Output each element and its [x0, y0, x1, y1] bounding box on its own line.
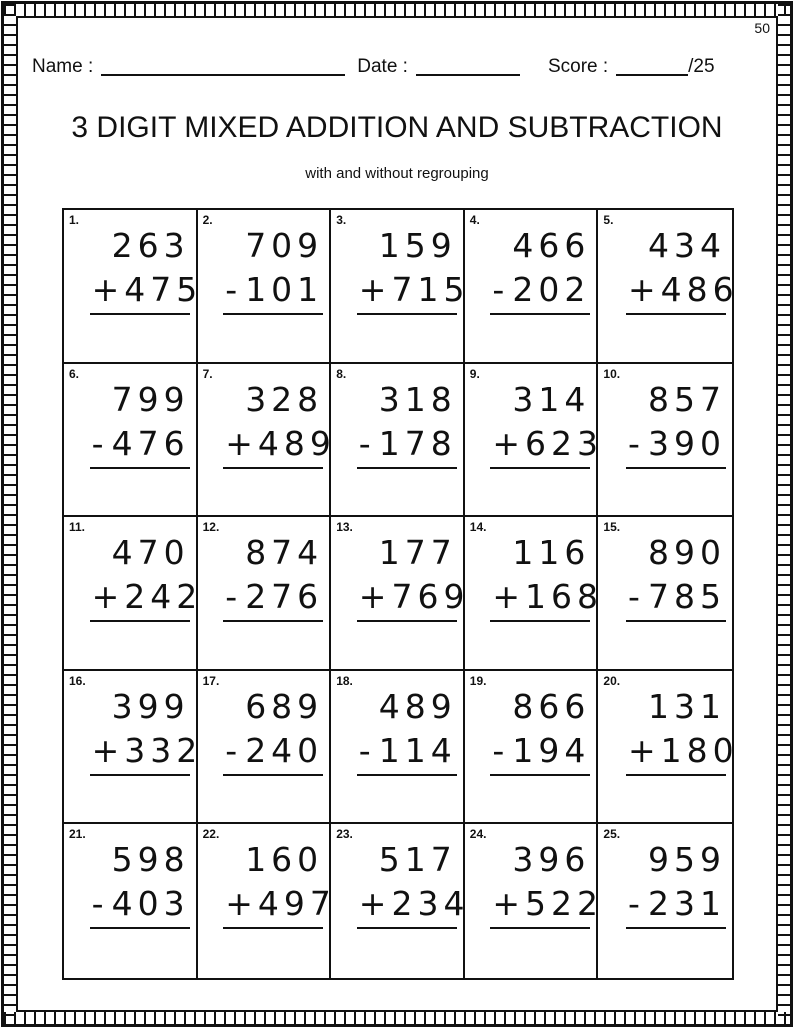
- problem-number: 5.: [603, 213, 614, 227]
- problem-cell[interactable]: [64, 364, 198, 518]
- problem-number: 1.: [69, 213, 80, 227]
- bottom-operand: 715: [391, 270, 470, 309]
- problem-cell[interactable]: [598, 824, 732, 978]
- bottom-row: [357, 884, 470, 929]
- operator-sign: +: [91, 270, 125, 309]
- operator-sign: -: [628, 884, 645, 924]
- problem-number: 3.: [336, 213, 347, 227]
- operator-sign: +: [225, 423, 258, 463]
- bottom-operand: 785: [648, 577, 726, 617]
- top-operand: 466: [512, 226, 591, 265]
- problem-number: 12.: [202, 520, 220, 535]
- problem-number: 25.: [603, 827, 621, 842]
- bottom-operand: 475: [124, 270, 203, 309]
- date-field[interactable]: [416, 54, 520, 76]
- bottom-operand: 242: [124, 577, 203, 617]
- operator-sign: -: [225, 270, 243, 309]
- border-strip-left: [4, 4, 16, 1024]
- operator-sign: +: [358, 884, 392, 924]
- bottom-row: [490, 577, 604, 622]
- operator-sign: +: [492, 577, 526, 617]
- problem-number: 23.: [336, 827, 353, 842]
- bottom-operand: 180: [660, 730, 739, 770]
- operator-sign: -: [492, 730, 510, 770]
- top-operand: 890: [648, 533, 726, 573]
- problem-grid: [62, 208, 739, 980]
- problem-number: 8.: [336, 366, 347, 381]
- problem-number: 18.: [336, 673, 353, 688]
- problem-cell[interactable]: [64, 210, 203, 364]
- operator-sign: -: [628, 577, 645, 617]
- bottom-operand: 276: [245, 577, 324, 617]
- border-strip-right: [778, 4, 790, 1024]
- problem-number: 11.: [69, 520, 86, 535]
- bottom-row: [490, 884, 604, 929]
- operator-sign: -: [91, 884, 109, 924]
- bottom-row: [626, 270, 739, 315]
- bottom-operand: 390: [648, 423, 726, 463]
- score-field[interactable]: [616, 54, 688, 76]
- operator-sign: -: [358, 423, 376, 463]
- bottom-row: [223, 270, 323, 315]
- top-operand: 396: [512, 840, 591, 880]
- problem-number: 10.: [603, 366, 621, 381]
- bottom-row: [357, 577, 470, 622]
- problem-number: 16.: [69, 673, 86, 688]
- problem-number: 15.: [603, 520, 621, 535]
- operator-sign: -: [225, 730, 243, 770]
- bottom-row: [90, 577, 203, 622]
- problem-number: 14.: [469, 520, 487, 535]
- problem-number: 7.: [202, 366, 213, 381]
- score-label: Score :: [547, 56, 609, 77]
- bottom-row: [626, 730, 739, 776]
- bottom-row: [626, 424, 726, 469]
- top-operand: 709: [245, 226, 324, 265]
- bottom-operand: 194: [512, 730, 591, 770]
- page-number: 50: [754, 20, 770, 36]
- border-strip-top: [4, 4, 790, 16]
- operator-sign: +: [492, 884, 526, 924]
- bottom-operand: 202: [512, 270, 591, 309]
- problem-cell[interactable]: [198, 824, 336, 978]
- problem-cell[interactable]: [598, 517, 732, 671]
- operator-sign: +: [492, 423, 526, 463]
- problem-number: 21.: [69, 827, 86, 842]
- problem-cell[interactable]: [198, 671, 332, 825]
- bottom-operand: 240: [245, 730, 324, 770]
- operator-sign: -: [358, 730, 376, 770]
- bottom-operand: 178: [378, 423, 457, 463]
- problem-number: 17.: [202, 673, 220, 688]
- bottom-row: [90, 424, 190, 469]
- bottom-operand: 522: [525, 884, 604, 924]
- problem-cell[interactable]: [465, 210, 599, 364]
- bottom-row: [490, 423, 604, 469]
- bottom-operand: 101: [245, 270, 324, 309]
- operator-sign: +: [628, 270, 661, 309]
- problem-cell[interactable]: [598, 364, 732, 518]
- operator-sign: +: [91, 577, 125, 617]
- top-operand: 159: [378, 226, 457, 265]
- top-operand: 517: [378, 840, 457, 880]
- problem-number: 20.: [603, 673, 621, 688]
- top-operand: 263: [111, 226, 190, 265]
- problem-number: 22.: [202, 827, 220, 842]
- bottom-row: [90, 730, 203, 776]
- problem-cell[interactable]: [331, 517, 470, 671]
- problem-number: 4.: [469, 213, 480, 227]
- bottom-row: [90, 270, 203, 315]
- top-operand: 598: [111, 840, 190, 880]
- bottom-row: [90, 884, 190, 929]
- problem-cell[interactable]: [331, 671, 465, 825]
- problem-number: 13.: [336, 520, 353, 535]
- problem-cell[interactable]: [465, 824, 604, 978]
- top-operand: 857: [648, 379, 726, 419]
- bottom-row: [357, 424, 457, 469]
- problem-number: 24.: [469, 827, 487, 842]
- bottom-row: [223, 731, 323, 776]
- bottom-row: [490, 270, 590, 315]
- top-operand: 314: [512, 379, 591, 419]
- operator-sign: -: [91, 423, 109, 463]
- bottom-row: [357, 270, 470, 315]
- border-strip-bottom: [4, 1012, 790, 1024]
- bottom-operand: 231: [648, 884, 726, 924]
- top-operand: 866: [512, 686, 591, 726]
- problem-cell[interactable]: [64, 824, 198, 978]
- bottom-row: [223, 577, 323, 622]
- top-operand: 689: [245, 686, 324, 726]
- worksheet-subtitle: with and without regrouping: [305, 165, 489, 182]
- top-operand: 434: [648, 226, 726, 265]
- problem-cell[interactable]: [64, 517, 203, 671]
- top-operand: 318: [378, 379, 457, 419]
- date-label: Date :: [357, 56, 408, 77]
- operator-sign: -: [225, 577, 243, 617]
- worksheet-title: 3 DIGIT MIXED ADDITION AND SUBTRACTION: [71, 111, 723, 144]
- operator-sign: -: [492, 270, 510, 309]
- problem-cell[interactable]: [465, 364, 604, 518]
- problem-number: 19.: [469, 673, 487, 688]
- operator-sign: -: [628, 423, 645, 463]
- top-operand: 959: [648, 840, 726, 880]
- problem-number: 2.: [202, 213, 213, 227]
- bottom-operand: 476: [111, 423, 190, 463]
- bottom-row: [626, 577, 726, 622]
- operator-sign: +: [358, 577, 392, 617]
- problem-cell[interactable]: [465, 517, 604, 671]
- top-operand: 799: [111, 379, 190, 419]
- bottom-row: [223, 884, 336, 929]
- top-operand: 177: [378, 533, 457, 573]
- operator-sign: +: [628, 730, 661, 770]
- bottom-operand: 497: [257, 884, 336, 924]
- bottom-row: [223, 423, 336, 469]
- name-field[interactable]: [101, 54, 345, 76]
- problem-cell[interactable]: [64, 671, 203, 825]
- bottom-row: [357, 731, 457, 776]
- top-operand: 116: [512, 533, 591, 573]
- problem-cell[interactable]: [198, 517, 332, 671]
- problem-cell[interactable]: [331, 364, 465, 518]
- top-operand: 160: [245, 840, 324, 880]
- problem-cell[interactable]: [331, 210, 470, 364]
- bottom-operand: 234: [391, 884, 470, 924]
- top-operand: 489: [378, 686, 457, 726]
- problem-cell[interactable]: [598, 671, 739, 825]
- top-operand: 874: [245, 533, 324, 573]
- bottom-row: [490, 731, 590, 776]
- top-operand: 470: [111, 533, 190, 573]
- bottom-operand: 114: [378, 730, 457, 770]
- bottom-operand: 332: [124, 730, 203, 770]
- worksheet-header: [32, 54, 762, 78]
- bottom-operand: 168: [525, 577, 604, 617]
- top-operand: 399: [111, 686, 190, 726]
- score-total: /25: [688, 56, 715, 77]
- operator-sign: +: [225, 884, 258, 924]
- operator-sign: +: [91, 730, 125, 770]
- operator-sign: +: [358, 270, 392, 309]
- bottom-operand: 489: [257, 423, 336, 463]
- problem-cell[interactable]: [198, 210, 332, 364]
- bottom-operand: 403: [111, 884, 190, 924]
- top-operand: 328: [245, 379, 324, 419]
- bottom-operand: 623: [525, 423, 604, 463]
- bottom-operand: 769: [391, 577, 470, 617]
- name-label: Name :: [32, 56, 94, 77]
- problem-cell[interactable]: [198, 364, 336, 518]
- problem-cell[interactable]: [465, 671, 599, 825]
- bottom-operand: 486: [660, 270, 739, 309]
- problem-number: 9.: [469, 366, 480, 381]
- problem-cell[interactable]: [331, 824, 470, 978]
- bottom-row: [626, 884, 726, 929]
- problem-cell[interactable]: [598, 210, 739, 364]
- top-operand: 131: [648, 686, 726, 726]
- problem-number: 6.: [69, 366, 80, 381]
